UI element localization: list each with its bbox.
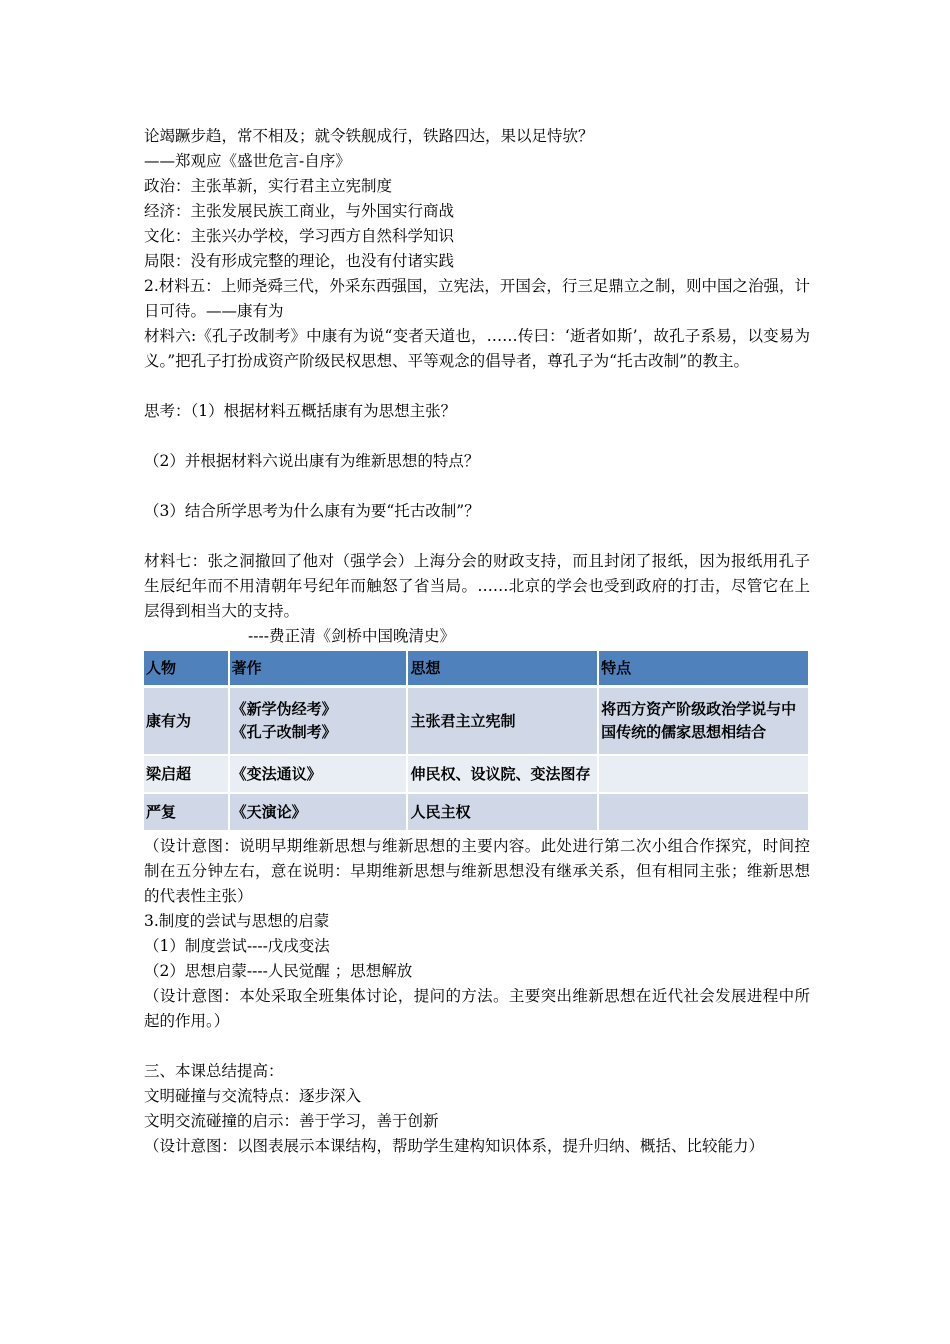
design-intent: （设计意图：本处采取全班集体讨论，提问的方法。主要突出维新思想在近代社会发展进程中所起的作用。） bbox=[144, 987, 810, 1030]
cell-thought: 主张君主立宪制 bbox=[408, 688, 599, 756]
header-person: 人物 bbox=[144, 651, 230, 688]
question-2: （2）并根据材料六说出康有为维新思想的特点？ bbox=[144, 452, 480, 470]
cell-person: 严复 bbox=[144, 794, 230, 832]
header-works: 著作 bbox=[230, 651, 409, 688]
table-row bbox=[144, 756, 810, 794]
section-heading: 3.制度的尝试与思想的启蒙 bbox=[144, 912, 330, 930]
design-intent: （设计意图：说明早期维新思想与维新思想的主要内容。此处进行第二次小组合作探究，时间控制在五分钟左右，意在说明：早期维新思想与维新思想没有继承关系，但有相同主张；维新思想的代表性主张） bbox=[144, 837, 810, 905]
material-seven-source: ----费正清《剑桥中国晚清史》 bbox=[248, 627, 455, 645]
cell-feature: 将西方资产阶级政治学说与中国传统的儒家思想相结合 bbox=[599, 688, 810, 756]
question-3: （3）结合所学思考为什么康有为要“托古改制”？ bbox=[144, 502, 480, 520]
cell-feature bbox=[599, 794, 810, 832]
table-header-row bbox=[144, 651, 810, 688]
material-seven: 材料七：张之洞撤回了他对（强学会）上海分会的财政支持，而且封闭了报纸，因为报纸用孔子生辰纪年而不用清朝年号纪年而触怒了省当局。……北京的学会也受到政府的打击，尽管它在上层得到相当大的支持。 bbox=[144, 552, 810, 620]
design-intent: （设计意图：以图表展示本课结构，帮助学生建构知识体系，提升归纳、概括、比较能力） bbox=[144, 1137, 765, 1155]
cell-feature bbox=[599, 756, 810, 794]
list-item: （2）思想启蒙----人民觉醒 ；思想解放 bbox=[144, 962, 413, 980]
table-row bbox=[144, 794, 810, 832]
text-line: 文化：主张兴办学校，学习西方自然科学知识 bbox=[144, 227, 455, 245]
text-line: 经济：主张发展民族工商业，与外国实行商战 bbox=[144, 202, 455, 220]
cell-person: 康有为 bbox=[144, 688, 230, 756]
table-row bbox=[144, 688, 810, 756]
header-thought: 思想 bbox=[408, 651, 599, 688]
work-title: 《新学伪经考》 bbox=[231, 700, 337, 718]
cell-works: 《天演论》 bbox=[230, 794, 409, 832]
thinkers-table bbox=[144, 651, 810, 832]
work-title: 《孔子改制考》 bbox=[231, 723, 337, 741]
list-item: （1）制度尝试----戊戌变法 bbox=[144, 937, 330, 955]
question-1: 思考：（1）根据材料五概括康有为思想主张？ bbox=[144, 402, 457, 420]
material-five: 2.材料五：上师尧舜三代，外采东西强国，立宪法，开国会，行三足鼎立之制，则中国之治强，计日可待。——康有为 bbox=[144, 277, 810, 320]
cell-person: 梁启超 bbox=[144, 756, 230, 794]
text-line: 论竭蹶步趋，常不相及；就令铁舰成行，铁路四达，果以足恃欤？ bbox=[144, 127, 594, 145]
text-line: 政治：主张革新，实行君主立宪制度 bbox=[144, 177, 393, 195]
cell-works: 《变法通议》 bbox=[230, 756, 409, 794]
document-page bbox=[144, 124, 810, 1159]
header-feature: 特点 bbox=[599, 651, 810, 688]
cell-works bbox=[230, 688, 409, 756]
summary-heading: 三、本课总结提高： bbox=[144, 1062, 284, 1080]
quote-source: ——郑观应《盛世危言-自序》 bbox=[144, 152, 351, 170]
summary-line: 文明碰撞与交流特点：逐步深入 bbox=[144, 1087, 362, 1105]
cell-thought: 人民主权 bbox=[408, 794, 599, 832]
summary-line: 文明交流碰撞的启示：善于学习，善于创新 bbox=[144, 1112, 439, 1130]
text-line: 局限：没有形成完整的理论，也没有付诸实践 bbox=[144, 252, 455, 270]
material-six: 材料六:《孔子改制考》中康有为说“变者天道也，……传曰：‘逝者如斯’，故孔子系易，以变易为义。”把孔子打扮成资产阶级民权思想、平等观念的倡导者，尊孔子为“托古改制”的教主。 bbox=[144, 327, 810, 370]
cell-thought: 伸民权、设议院、变法图存 bbox=[408, 756, 599, 794]
